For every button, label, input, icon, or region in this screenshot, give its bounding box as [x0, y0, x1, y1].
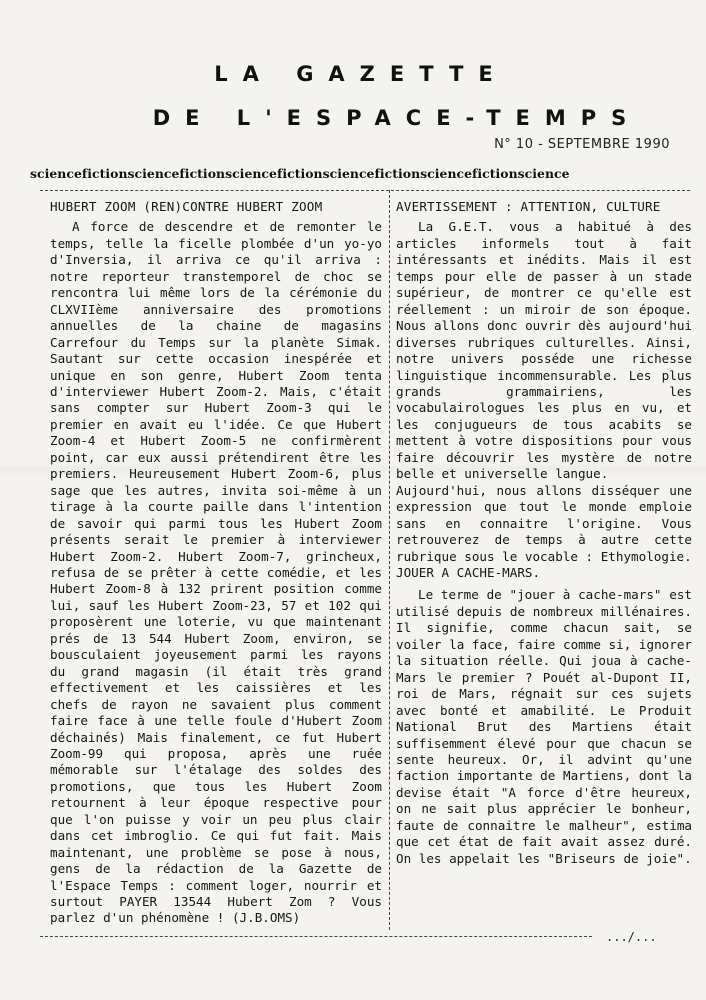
right-article	[396, 199, 692, 867]
issue-number: N° 10 - SEPTEMBRE 1990	[494, 137, 670, 152]
right-article-paragraph-3: Le terme de "jouer à cache-mars" est utilisé depuis de nombreux millénaires. Il signifie, comme chacun sait, se voiler la face, faire comme si, ignorer la situation réelle. Qui joua à cache-Mars le premier ? Pouét al-Dupont II, roi de Mars, régnait sur ces sujets avec bonté et amabilité. Le Produit National Brut des Martiens était suffisemment élevé pour que chacun se sente heureux. Or, il advint qu'une faction importante de Martiens, dont la devise était "A force d'être heureux, on ne sait plus apprécier le bonheur, faute de connaitre le malheur", estima que cet état de fait avait assez duré. On les appelait les "Briseurs de joie".	[396, 587, 692, 866]
right-article-paragraph-1: La G.E.T. vous a habitué à des articles informels tout à fait intéressants et inédits. Mais il est temps pour elle de passer à un stade supérieur, de montrer ce qu'elle est réellement : un miroir de son époque. Nous allons donc ouvrir dès aujourd'hui diverses rubriques culturelles. Ainsi, notre univers posséde une richesse linguistique incommensurable. Les plus grands grammairiens, les vocabulairologues les plus en vu, et les conjugueurs de tous acabits se mettent à votre dispositions pour vous faire découvrir les mystère de notre belle et universelle langue.	[396, 219, 692, 482]
right-article-paragraph-2: Aujourd'hui, nous allons disséquer une expression que tout le monde emploie sans en connaitre l'origine. Vous retrouverez de temps à autre cette rubrique sous le vocable : Ethymologie.	[396, 482, 692, 564]
continued-marker: .../...	[606, 930, 657, 944]
science-fiction-banner: sciencefictionsciencefictionsciencefictionsciencefictionsciencefictionscience	[30, 166, 570, 181]
top-divider	[40, 190, 690, 191]
left-article-body: A force de descendre et de remonter le temps, telle la ficelle plombée d'un yo-yo d'Inversia, il arriva ce qu'il arriva : notre reporteur transtemporel de choc se rencontra lui même lors de la cérémonie du CLXVIIème anniversaire des promotions annuelles de la chaine de magasins Carrefour du Temps sur la planète Simak. Sautant sur cette occasion inespérée et unique en son genre, Hubert Zoom tenta d'interviewer Hubert Zoom-2. Mais, c'était sans compter sur Hubert Zoom-3 qui le premier en avait eu l'idée. Ce que Hubert Zoom-4 et Hubert Zoom-5 ne confirmèrent point, car eux aussi prétendirent être les premiers. Heureusement Hubert Zoom-6, plus sage que les autres, invita soi-même à un tirage à la courte paille dans l'intention de savoir qui parmi tous les Hubert Zoom présents serait le premier à interviewer Hubert Zoom-2. Hubert Zoom-7, grincheux, refusa de se prêter à cette comédie, et les Hubert Zoom-8 à 132 prirent position comme lui, sauf les Hubert Zoom-23, 57 et 102 qui proposèrent une loterie, vu que maintenant prés de 13 544 Hubert Zoom, environ, se bousculaient joyeusement parmi les rayons du grand magasin (il était très grand effectivement et les caissières et les chefs de rayon ne savaient plus comment faire face à une telle foule d'Hubert Zoom déchainés) Mais finalement, ce fut Hubert Zoom-99 qui proposa, après une ruée mémorable sur l'étalage des soldes des promotions, que tous les Hubert Zoom retournent à leur époque respective pour que l'on puisse y voir un peu plus clair dans cet imbroglio. Ce qui fut fait. Mais maintenant, une problème se pose à nous, gens de la rédaction de la Gazette de l'Espace Temps : comment loger, nourrir et surtout PAYER 13544 Hubert Zom ? Vous parlez d'un phénomène ! (J.B.OMS)	[50, 219, 382, 926]
bottom-divider	[40, 936, 592, 937]
right-article-heading: AVERTISSEMENT : ATTENTION, CULTURE	[396, 199, 661, 214]
column-divider	[389, 190, 390, 930]
masthead-title-line1: LA GAZETTE	[214, 62, 508, 86]
right-article-subheading: JOUER A CACHE-MARS.	[396, 564, 541, 580]
left-article-heading: HUBERT ZOOM (REN)CONTRE HUBERT ZOOM	[50, 199, 323, 214]
left-article	[50, 199, 382, 927]
masthead-title-line2: DE L'ESPACE-TEMPS	[152, 106, 642, 130]
